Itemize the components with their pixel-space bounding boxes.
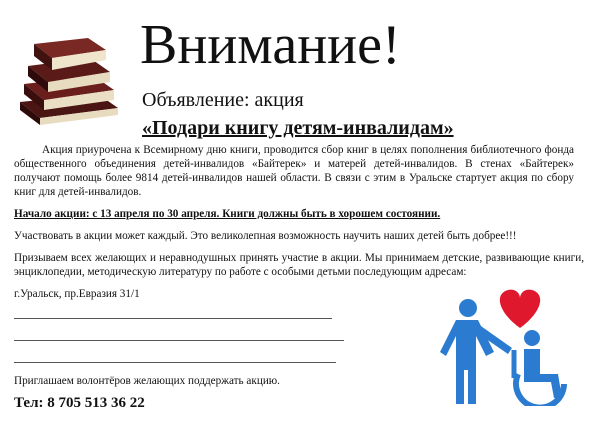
blank-line: [14, 362, 336, 363]
blank-line: [14, 340, 344, 341]
intro-paragraph: Акция приурочена к Всемирному дню книги, проводится сбор книг в целях пополнения библиотечного фонда общественного объединения детей-инвалидов «Байтерек» и матерей детей-инвалидов. В стенах «Байтерек» получают помощь более 9814 детей-инвалидов нашей области. В связи с этим в Уральске стартует акция по сбору книг для детей-инвалидов.: [14, 144, 574, 198]
campaign-name: «Подари книгу детям-инвалидам»: [142, 117, 454, 139]
page-title: Внимание!: [140, 14, 401, 76]
blank-line: [14, 318, 332, 319]
books-stack-icon: [14, 30, 122, 125]
participation-paragraph: Участвовать в акции может каждый. Это великолепная возможность научить наших детей быть добрее!!!: [14, 230, 517, 242]
announcement-subtitle: Объявление: акция: [142, 89, 304, 111]
invitation-paragraph: Призываем всех желающих и неравнодушных принять участие в акции. Мы принимаем детские, развивающие книги, энциклопедии, методическую литературу по работе с особыми детьми последующим адресам:: [14, 252, 584, 278]
address-text: г.Уральск, пр.Евразия 31/1: [14, 288, 140, 300]
phone-number: Тел: 8 705 513 36 22: [14, 395, 145, 411]
helping-disabled-heart-icon: [428, 286, 588, 406]
dates-paragraph: Начало акции: с 13 апреля по 30 апреля. Книги должны быть в хорошем состоянии.: [14, 208, 441, 220]
volunteers-paragraph: Приглашаем волонтёров желающих поддержать акцию.: [14, 375, 280, 387]
